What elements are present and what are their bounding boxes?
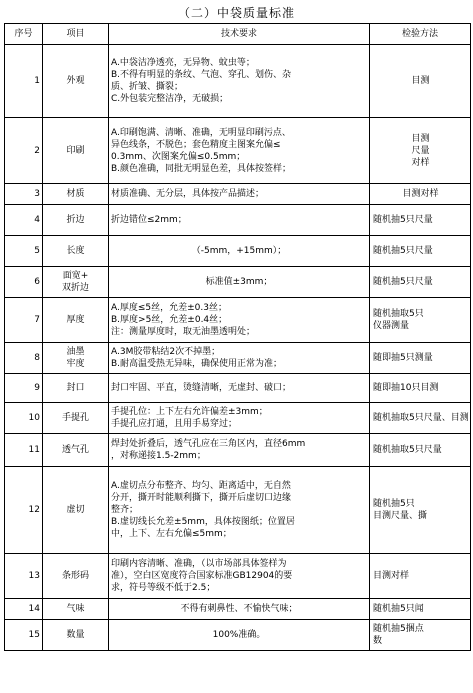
item-name-line: 牢度 [66, 359, 85, 369]
item-name-line: 面宽+ [62, 271, 89, 281]
inspection-method-line: 随即抽10只目测 [373, 383, 439, 393]
inspection-method [370, 45, 471, 118]
technical-requirement-line: 不得有刺鼻性、不愉快气味； [180, 604, 298, 614]
technical-requirement-line: C.外包装完整洁净，无破损； [111, 94, 229, 104]
inspection-method-line: 随机抽5捆点 [373, 624, 424, 634]
inspection-method-line: 目测 [411, 76, 430, 86]
technical-requirement-line: 分开，撕开时能顺利撕下，撕开后虚切口边缘 [111, 493, 292, 503]
row-number: 6 [5, 267, 43, 298]
technical-requirement [109, 45, 370, 118]
table-row [5, 267, 471, 298]
technical-requirement [109, 403, 370, 434]
row-number: 3 [5, 184, 43, 205]
technical-requirement [109, 298, 370, 343]
item-name-line: 折边 [66, 215, 85, 225]
header-item: 项目 [43, 24, 109, 45]
item-name [43, 374, 109, 403]
item-name [43, 118, 109, 184]
row-number: 1 [5, 45, 43, 118]
technical-requirement-line: B.不得有明显的条纹、气泡、穿孔、划伤、杂 [111, 70, 292, 80]
document-title: （二）中袋质量标准 [177, 6, 295, 20]
table-row [5, 467, 471, 554]
inspection-method-line: 随机抽5只尺量 [373, 277, 433, 287]
technical-requirement-line: 注：测量厚度时，取无油墨透明处； [111, 327, 256, 337]
inspection-method [370, 184, 471, 205]
item-name-line: 气味 [66, 604, 85, 614]
table-row [5, 45, 471, 118]
technical-requirement [109, 118, 370, 184]
inspection-method-line: 随机抽5只 [373, 499, 415, 509]
technical-requirement-line: 0.3mm、次图案允偏≤0.5mm； [111, 151, 246, 162]
row-number: 13 [5, 554, 43, 599]
inspection-method [370, 267, 471, 298]
technical-requirement-line: A.3M胶带粘结2次不掉墨； [111, 347, 221, 357]
technical-requirement-line: 中，上下、左右允偏≤5mm； [111, 529, 232, 539]
row-number: 7 [5, 298, 43, 343]
inspection-method-line: 目测对样 [373, 571, 410, 581]
inspection-method [370, 374, 471, 403]
technical-requirement-line: A.厚度≤5丝，允差±0.3丝； [111, 303, 227, 313]
item-name [43, 184, 109, 205]
table-row [5, 620, 471, 651]
technical-requirement-line: 异色线条，不脱色；套色精度主图案允偏≤ [111, 139, 281, 150]
inspection-method-line: 随机抽取5只 [373, 309, 424, 319]
item-name-line: 透气孔 [61, 445, 89, 455]
item-name-line: 手提孔 [61, 413, 89, 423]
technical-requirement [109, 267, 370, 298]
inspection-method [370, 298, 471, 343]
inspection-method [370, 434, 471, 467]
technical-requirement [109, 184, 370, 205]
technical-requirement-line: B.虚切线长允差±5mm，具体按图纸；位置居 [111, 517, 295, 527]
technical-requirement [109, 554, 370, 599]
row-number: 8 [5, 343, 43, 374]
inspection-method [370, 554, 471, 599]
technical-requirement-line: 求，符号等级不低于2.5； [111, 583, 216, 593]
item-name-line: 双折边 [61, 283, 89, 293]
technical-requirement [109, 205, 370, 236]
technical-requirement-line: B.耐高温受热无异味，确保使用正常为准； [111, 359, 283, 369]
table-row [5, 554, 471, 599]
item-name-line: 材质 [66, 189, 85, 199]
technical-requirement [109, 374, 370, 403]
inspection-method [370, 236, 471, 267]
table-row [5, 374, 471, 403]
item-name-line: 虚切 [66, 505, 85, 515]
technical-requirement [109, 599, 370, 620]
item-name-line: 油墨 [66, 347, 85, 357]
technical-requirement-line: 准），空白区宽度符合国家标准GB12904的要 [111, 571, 293, 581]
item-name [43, 298, 109, 343]
row-number: 2 [5, 118, 43, 184]
row-number: 15 [5, 620, 43, 651]
item-name-line: 长度 [66, 246, 85, 256]
item-name [43, 45, 109, 118]
technical-requirement-line: A.虚切点分布整齐、均匀、距离适中，无自然 [111, 481, 291, 491]
technical-requirement-line: 折边错位≤2mm； [111, 215, 187, 225]
inspection-method-line: 仪器测量 [373, 321, 410, 331]
item-name [43, 236, 109, 267]
technical-requirement [109, 620, 370, 651]
inspection-method-line: 尺量 [411, 145, 430, 156]
item-name [43, 620, 109, 651]
inspection-method-line: 随机抽取5只尺量、目测 [373, 413, 469, 423]
row-number: 14 [5, 599, 43, 620]
technical-requirement-line: A.中袋洁净透亮，无异物、蚊虫等； [111, 58, 255, 68]
table-row [5, 343, 471, 374]
inspection-method-line: 目测 [411, 133, 430, 144]
table-row [5, 298, 471, 343]
inspection-method [370, 403, 471, 434]
inspection-method-line: 目测对样 [402, 189, 439, 199]
row-number: 10 [5, 403, 43, 434]
item-name-line: 封口 [66, 383, 85, 393]
inspection-method-line: 随即抽5只测量 [373, 353, 433, 363]
technical-requirement-line: 焊封处折叠后，透气孔应在三角区内，直径6mm [111, 439, 306, 449]
technical-requirement [109, 434, 370, 467]
inspection-method-line: 对样 [411, 157, 430, 168]
row-number: 11 [5, 434, 43, 467]
table-row [5, 118, 471, 184]
inspection-method [370, 467, 471, 554]
table-row [5, 403, 471, 434]
quality-standard-table [4, 23, 471, 651]
item-name-line: 厚度 [66, 315, 85, 325]
item-name-line: 条形码 [61, 571, 89, 581]
item-name-line: 外观 [66, 76, 85, 86]
table-row [5, 205, 471, 236]
item-name [43, 205, 109, 236]
table-body [5, 45, 471, 651]
technical-requirement-line: 标准值±3mm； [205, 277, 273, 287]
inspection-method [370, 599, 471, 620]
technical-requirement-line: 印刷内容清晰、准确，（以市场部具体签样为 [111, 559, 287, 569]
inspection-method-line: 目测尺量、撕 [373, 511, 428, 521]
table-header-row [5, 24, 471, 45]
item-name [43, 343, 109, 374]
technical-requirement [109, 467, 370, 554]
technical-requirement-line: A.印刷饱满、清晰、准确，无明显印刷污点、 [111, 127, 291, 138]
technical-requirement-line: 手提孔位：上下左右允许偏差±3mm； [111, 407, 268, 417]
inspection-method-line: 随机抽5只闻 [373, 604, 424, 614]
inspection-method [370, 118, 471, 184]
item-name [43, 434, 109, 467]
technical-requirement-line: 手提孔应打通，且用手易穿过； [111, 419, 238, 429]
table-row [5, 434, 471, 467]
inspection-method-line: 数 [373, 636, 383, 646]
technical-requirement-line: 材质准确、无分层，具体按产品描述； [111, 189, 265, 199]
inspection-method-line: 随机抽5只尺量 [373, 246, 433, 256]
technical-requirement-line: 质、折皱、撕裂； [111, 82, 184, 92]
row-number: 9 [5, 374, 43, 403]
technical-requirement-line: 100%准确。 [212, 630, 266, 640]
row-number: 12 [5, 467, 43, 554]
technical-requirement [109, 236, 370, 267]
table-row [5, 236, 471, 267]
inspection-method-line: 随机抽5只尺量 [373, 215, 433, 225]
item-name-line: 印刷 [66, 145, 85, 156]
inspection-method [370, 620, 471, 651]
item-name [43, 554, 109, 599]
table-row [5, 599, 471, 620]
item-name [43, 267, 109, 298]
item-name-line: 数量 [66, 630, 85, 640]
inspection-method [370, 343, 471, 374]
item-name [43, 599, 109, 620]
header-method: 检验方法 [370, 24, 471, 45]
row-number: 5 [5, 236, 43, 267]
technical-requirement [109, 343, 370, 374]
item-name [43, 467, 109, 554]
inspection-method-line: 随机抽取5只尺量 [373, 445, 442, 455]
header-requirement: 技术要求 [109, 24, 370, 45]
technical-requirement-line: B.厚度>5丝，允差±0.4丝； [111, 315, 228, 325]
item-name [43, 403, 109, 434]
technical-requirement-line: B.颜色准确，同批无明显色差，具体按签样； [111, 163, 292, 174]
technical-requirement-line: （-5mm，+15mm）； [191, 246, 287, 256]
technical-requirement-line: 整齐； [111, 505, 139, 515]
technical-requirement-line: ，对称递接1.5-2mm； [111, 451, 206, 461]
header-no: 序号 [5, 24, 43, 45]
table-row [5, 184, 471, 205]
technical-requirement-line: 封口牢固、平直，烫缝清晰，无虚封、破口； [111, 383, 292, 393]
inspection-method [370, 205, 471, 236]
row-number: 4 [5, 205, 43, 236]
